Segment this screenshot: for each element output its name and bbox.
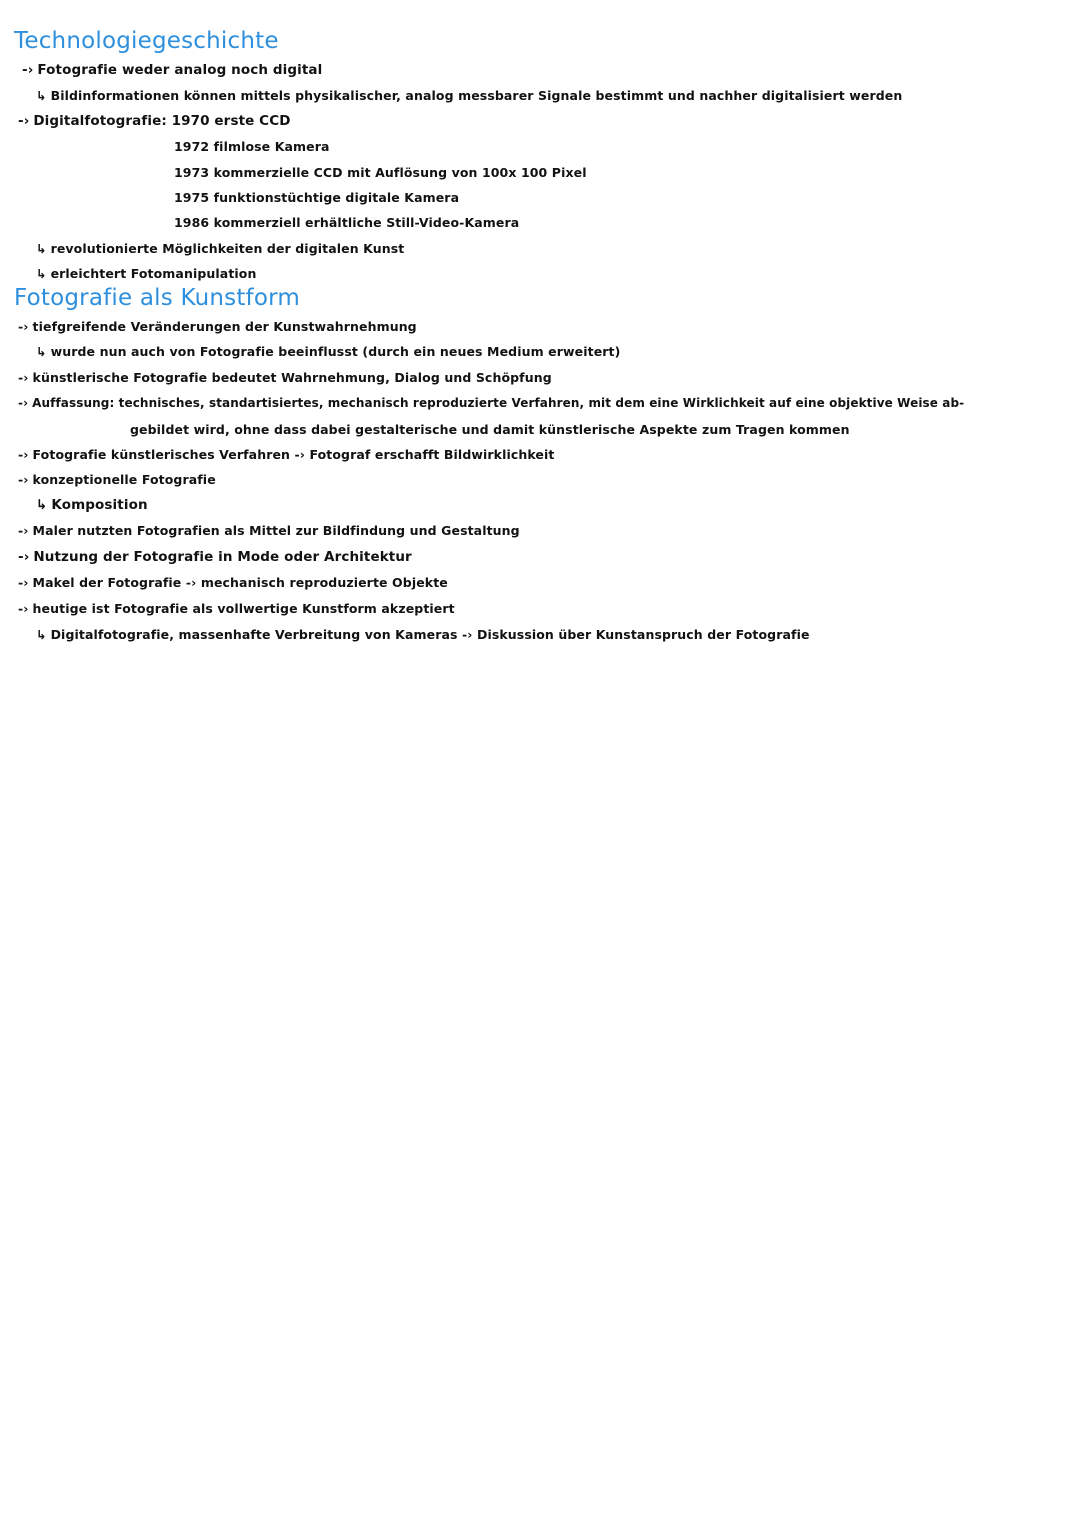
note-line: [36, 344, 620, 359]
note-line-text: revolutionierte Möglichkeiten der digitalen Kunst: [50, 241, 405, 256]
note-line-text: wurde nun auch von Fotografie beeinflusst (durch ein neues Medium erweitert): [50, 344, 621, 359]
note-line: [22, 62, 322, 78]
note-line-text: 1986 kommerziell erhältliche Still-Video-Kamera: [174, 215, 520, 230]
timeline-entry: [174, 165, 587, 180]
note-line-text: heutige ist Fotografie als vollwertige Kunstform akzeptiert: [32, 601, 455, 616]
sub-arrow-marker: ↳: [36, 241, 47, 256]
note-line: [18, 447, 554, 462]
note-line: [18, 113, 291, 129]
note-line-text: gebildet wird, ohne dass dabei gestalterische und damit künstlerische Aspekte zum Tragen kommen: [130, 422, 850, 437]
note-line-text: künstlerische Fotografie bedeutet Wahrnehmung, Dialog und Schöpfung: [32, 370, 552, 385]
sub-arrow-marker: ↳: [36, 266, 47, 281]
arrow-marker: -›: [22, 62, 34, 78]
note-line: [36, 497, 148, 513]
arrow-marker: -›: [18, 113, 30, 129]
note-line: [18, 601, 455, 616]
note-line-text: 1972 filmlose Kamera: [174, 139, 330, 154]
note-line: [18, 549, 412, 565]
note-line: [18, 472, 216, 487]
note-line-continuation: [130, 422, 850, 437]
note-line-text: Fotografie weder analog noch digital: [37, 62, 323, 78]
timeline-entry: [174, 190, 459, 205]
note-line: [36, 627, 810, 642]
arrow-marker: -›: [18, 523, 29, 538]
note-line: [36, 266, 256, 281]
note-line-text: erleichtert Fotomanipulation: [50, 266, 257, 281]
arrow-marker: -›: [18, 472, 29, 487]
arrow-marker: -›: [18, 319, 29, 334]
note-line-text: Fotografie künstlerisches Verfahren -› Fotograf erschafft Bildwirklichkeit: [32, 447, 555, 462]
note-line-text: Nutzung der Fotografie in Mode oder Architektur: [33, 549, 412, 565]
note-line-text: Komposition: [51, 497, 148, 513]
timeline-entry: [174, 139, 330, 154]
note-line: [18, 575, 448, 590]
note-line-text: Maler nutzten Fotografien als Mittel zur Bildfindung und Gestaltung: [32, 523, 520, 538]
note-line-text: Bildinformationen können mittels physikalischer, analog messbarer Signale bestimmt und nachher digitalisiert werden: [50, 88, 903, 103]
timeline-entry: [174, 215, 519, 230]
note-line: [18, 370, 552, 385]
arrow-marker: -›: [18, 370, 29, 385]
section-heading-technologiegeschichte: Technologiegeschichte: [14, 28, 279, 54]
note-line-text: 1973 kommerzielle CCD mit Auflösung von 100x 100 Pixel: [174, 165, 587, 180]
note-line-text: Digitalfotografie: 1970 erste CCD: [33, 113, 291, 129]
arrow-marker: -›: [18, 447, 29, 462]
note-line: [18, 523, 520, 538]
note-line: [36, 241, 404, 256]
arrow-marker: -›: [18, 601, 29, 616]
arrow-marker: -›: [18, 549, 30, 565]
note-line-text: Makel der Fotografie -› mechanisch reproduzierte Objekte: [32, 575, 448, 590]
sub-arrow-marker: ↳: [36, 497, 48, 513]
note-line: [18, 396, 964, 410]
note-line-text: tiefgreifende Veränderungen der Kunstwahrnehmung: [32, 319, 417, 334]
arrow-marker: -›: [18, 396, 29, 410]
note-line-text: Digitalfotografie, massenhafte Verbreitung von Kameras -› Diskussion über Kunstanspruch der Fotografie: [50, 627, 810, 642]
sub-arrow-marker: ↳: [36, 88, 47, 103]
sub-arrow-marker: ↳: [36, 627, 47, 642]
note-line: [36, 88, 902, 103]
note-line-text: Auffassung: technisches, standartisiertes, mechanisch reproduzierte Verfahren, mit dem eine Wirklichkeit auf eine objektive Weise ab-: [32, 396, 965, 410]
arrow-marker: -›: [18, 575, 29, 590]
sub-arrow-marker: ↳: [36, 344, 47, 359]
note-line-text: konzeptionelle Fotografie: [32, 472, 216, 487]
section-heading-fotografie-als-kunstform: Fotografie als Kunstform: [14, 285, 300, 311]
note-line-text: 1975 funktionstüchtige digitale Kamera: [174, 190, 460, 205]
note-line: [18, 319, 417, 334]
